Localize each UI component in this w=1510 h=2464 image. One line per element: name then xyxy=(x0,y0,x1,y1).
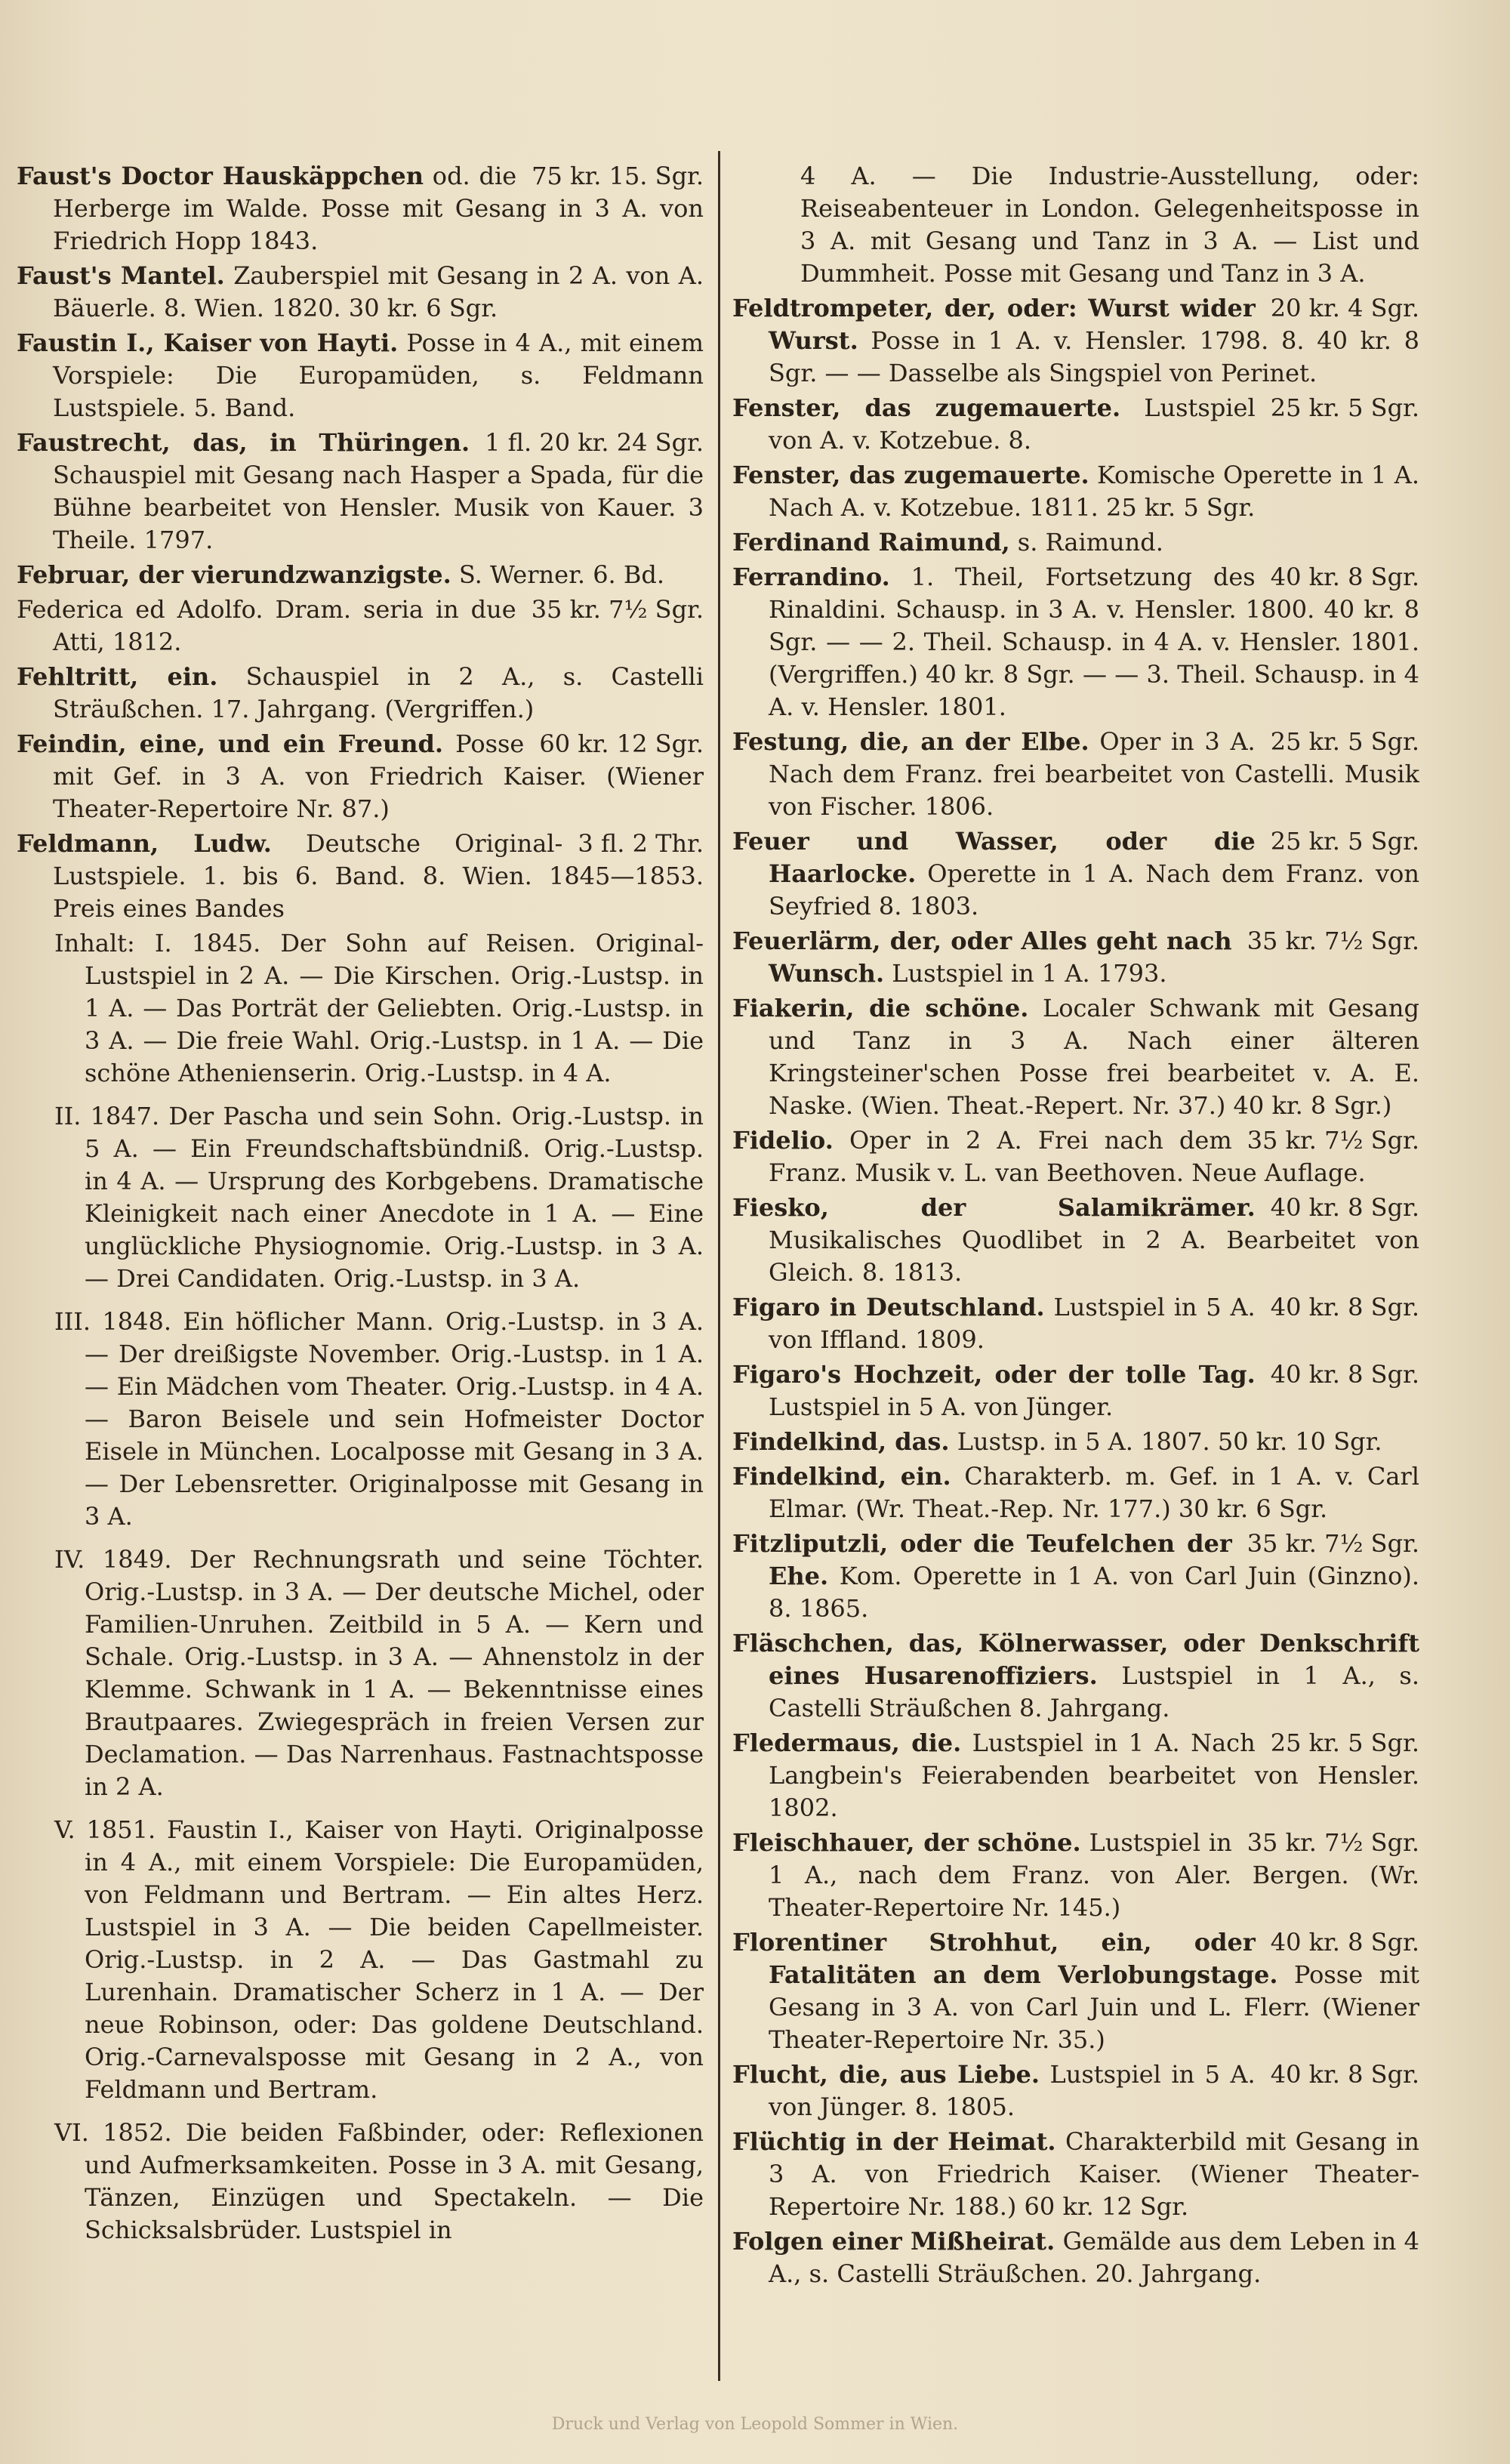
catalog-entry xyxy=(732,992,1419,1122)
entry-description: Lustspiel in 1 A. 1793. xyxy=(892,959,1167,988)
entry-description: Deutsche Original-Lustspiele. 1. bis 6. Band. 8. Wien. 1845—1853. Preis eines Bandes xyxy=(53,829,704,923)
catalog-entry xyxy=(17,327,704,424)
entry-description: Lustsp. in 5 A. 1807. 50 kr. 10 Sgr. xyxy=(957,1427,1382,1456)
entry-title: Fiakerin, die schöne. xyxy=(732,994,1029,1022)
catalog-entry xyxy=(732,1727,1419,1824)
entry-description: Schauspiel mit Gesang nach Hasper a Spada, für die Bühne bearbeitet von Hensler. Musik von Kauer. 3 Theile. 1797. xyxy=(53,461,704,554)
entry-price: 25 kr. 5 Sgr. xyxy=(1270,727,1419,756)
entry-description: Lustspiel in 5 A. von Jünger. 8. 1805. xyxy=(769,2060,1256,2121)
catalog-entry xyxy=(732,2058,1419,2123)
column-divider xyxy=(718,151,720,2381)
catalog-entry xyxy=(732,2225,1419,2290)
catalog-entry xyxy=(732,825,1419,923)
entry-price: 35 kr. 7½ Sgr. xyxy=(1247,927,1419,955)
catalog-entry xyxy=(732,459,1419,524)
entry-description: od. die Herberge im Walde. Posse mit Gesang in 3 A. von Friedrich Hopp 1843. xyxy=(53,162,704,255)
entry-description: Komische Operette in 1 A. Nach A. v. Kotzebue. 1811. 25 kr. 5 Sgr. xyxy=(769,461,1419,522)
entry-price: 40 kr. 8 Sgr. xyxy=(1270,1193,1419,1222)
entry-description: Lustspiel in 5 A. von Iffland. 1809. xyxy=(769,1293,1256,1354)
entry-description: Charakterbild mit Gesang in 3 A. von Friedrich Kaiser. (Wiener Theater-Repertoire Nr. 188.) 60 kr. 12 Sgr. xyxy=(769,2127,1419,2221)
entry-description: Musikalisches Quodlibet in 2 A. Bearbeitet von Gleich. 8. 1813. xyxy=(769,1226,1419,1287)
catalog-entry xyxy=(732,925,1419,990)
entry-title: Fleischhauer, der schöne. xyxy=(732,1828,1081,1857)
catalog-entry xyxy=(17,828,704,925)
entry-description: Oper in 2 A. Frei nach dem Franz. Musik v. L. van Beethoven. Neue Auflage. xyxy=(769,1126,1366,1187)
catalog-entry xyxy=(732,1426,1419,1458)
entry-description: Kom. Operette in 1 A. von Carl Juin (Ginzno). 8. 1865. xyxy=(769,1562,1419,1623)
entry-title: Feindin, eine, und ein Freund. xyxy=(17,729,444,758)
entry-title: Faust's Mantel. xyxy=(17,261,225,290)
entry-title: Florentiner Strohhut, ein, oder Fatalitäten an dem Verlobungstage. xyxy=(732,1928,1278,1989)
entry-title: Fidelio. xyxy=(732,1126,834,1155)
entry-description: Lustspiel in 1 A., nach dem Franz. von Aler. Bergen. (Wr. Theater-Repertoire Nr. 145.) xyxy=(769,1828,1419,1922)
entry-title: Fenster, das zugemauerte. xyxy=(732,393,1121,422)
catalog-entry xyxy=(732,726,1419,823)
entry-price: 40 kr. 8 Sgr. xyxy=(1270,1928,1419,1957)
volume-contents: VI. 1852. Die beiden Faßbinder, oder: Reflexionen und Aufmerksamkeiten. Posse in 3 A. mit Gesang, Tänzen, Einzügen und Spectakeln. — Die Schicksalsbrüder. Lustspiel in xyxy=(54,2118,704,2244)
entry-price: 40 kr. 8 Sgr. xyxy=(1270,2060,1419,2089)
entry-title: Ferrandino. xyxy=(732,563,890,591)
entry-title: Figaro in Deutschland. xyxy=(732,1293,1045,1321)
catalog-entry xyxy=(732,1528,1419,1625)
entry-price: 25 kr. 5 Sgr. xyxy=(1270,1729,1419,1757)
entry-title: Faustin I., Kaiser von Hayti. xyxy=(17,328,399,357)
entry-title: Fledermaus, die. xyxy=(732,1729,962,1757)
catalog-entry xyxy=(732,1827,1419,1924)
entry-description: Lustspiel in 1 A., s. Castelli Sträußchen 8. Jahrgang. xyxy=(769,1661,1419,1722)
entry-description: Oper in 3 A. Nach dem Franz. frei bearbeitet von Castelli. Musik von Fischer. 1806. xyxy=(769,727,1419,821)
entry-description: Federica ed Adolfo. Dram. seria in due Atti, 1812. xyxy=(17,595,516,656)
entry-price: 35 kr. 7½ Sgr. xyxy=(1247,1828,1419,1857)
entry-title: Festung, die, an der Elbe. xyxy=(732,727,1089,756)
entry-description: Posse in 1 A. v. Hensler. 1798. 8. 40 kr. 8 Sgr. — — Dasselbe als Singspiel von Perinet. xyxy=(769,326,1419,387)
entry-price: 35 kr. 7½ Sgr. xyxy=(1247,1126,1419,1155)
volume-contents: II. 1847. Der Pascha und sein Sohn. Orig.-Lustsp. in 5 A. — Ein Freundschaftsbündniß. Orig.-Lustsp. in 4 A. — Ursprung des Korbgebens. Dramatische Kleinigkeit nach einer Anecdote in 1 A. — Eine unglückliche Physiognomie. Orig.-Lustsp. in 3 A. — Drei Candidaten. Orig.-Lustsp. in 3 A. xyxy=(54,1102,704,1293)
entry-price: 75 kr. 15. Sgr. xyxy=(532,162,704,190)
entry-title: Figaro's Hochzeit, oder der tolle Tag. xyxy=(732,1360,1256,1389)
entry-title: Feldmann, Ludw. xyxy=(17,829,272,858)
entry-price: 25 kr. 5 Sgr. xyxy=(1270,827,1419,856)
entry-description: Localer Schwank mit Gesang und Tanz in 3 A. Nach einer älteren Kringsteiner'schen Posse frei bearbeitet v. A. E. Naske. (Wien. Theat.-Repert. Nr. 37.) 40 kr. 8 Sgr.) xyxy=(769,994,1419,1120)
catalog-entry xyxy=(732,292,1419,390)
entry-description: Lustspiel von A. v. Kotzebue. 8. xyxy=(769,393,1256,455)
entry-title: Februar, der vierundzwanzigste. xyxy=(17,560,451,589)
entry-title: Fitzliputzli, oder die Teufelchen der Ehe. xyxy=(732,1529,1232,1590)
entry-price: 20 kr. 4 Sgr. xyxy=(1270,294,1419,322)
entry-title: Flucht, die, aus Liebe. xyxy=(732,2060,1040,2089)
entry-description: Posse mit Gef. in 3 A. von Friedrich Kaiser. (Wiener Theater-Repertoire Nr. 87.) xyxy=(53,729,704,823)
entry-price: 35 kr. 7½ Sgr. xyxy=(531,595,704,624)
entry-price: 3 fl. 2 Thr. xyxy=(578,829,704,858)
entry-description: s. Raimund. xyxy=(1017,528,1163,557)
entry-description: Posse mit Gesang in 3 A. von Carl Juin und L. Flerr. (Wiener Theater-Repertoire Nr. 35.) xyxy=(769,1960,1419,2054)
catalog-entry xyxy=(732,1124,1419,1189)
entry-title: Ferdinand Raimund, xyxy=(732,528,1010,557)
catalog-entry xyxy=(17,661,704,726)
volume-contents: III. 1848. Ein höflicher Mann. Orig.-Lustsp. in 3 A. — Der dreißigste November. Orig.-Lustsp. in 1 A. — Ein Mädchen vom Theater. Orig.-Lustsp. in 4 A. — Baron Beisele und sein Hofmeister Doctor Eisele in München. Localposse mit Gesang in 3 A. — Der Lebensretter. Originalposse mit Gesang in 3 A. xyxy=(54,1307,704,1531)
entry-description: Schauspiel in 2 A., s. Castelli Sträußchen. 17. Jahrgang. (Vergriffen.) xyxy=(53,662,704,723)
catalog-entry xyxy=(732,1358,1419,1423)
catalog-entry xyxy=(17,594,704,658)
entry-description: 1. Theil, Fortsetzung des Rinaldini. Schausp. in 3 A. v. Hensler. 1800. 40 kr. 8 Sgr. — — 2. Theil. Schausp. in 4 A. v. Hensler. 1801. (Vergriffen.) 40 kr. 8 Sgr. — — 3. Theil. Schausp. in 4 A. v. Hensler. 1801. xyxy=(769,563,1419,721)
catalog-entry xyxy=(732,526,1419,559)
entry-title: Fenster, das zugemauerte. xyxy=(732,461,1089,489)
entry-title: Faustrecht, das, in Thüringen. xyxy=(17,428,470,457)
entry-description: Gemälde aus dem Leben in 4 A., s. Castelli Sträußchen. 20. Jahrgang. xyxy=(769,2227,1419,2288)
catalog-entry xyxy=(17,559,704,591)
entry-title: Folgen einer Mißheirat. xyxy=(732,2227,1055,2256)
catalog-entry xyxy=(17,427,704,557)
catalog-entry xyxy=(17,260,704,325)
catalog-entry xyxy=(732,392,1419,457)
volume-contents: Inhalt: I. 1845. Der Sohn auf Reisen. Original-Lustspiel in 2 A. — Die Kirschen. Orig.-Lustsp. in 1 A. — Das Porträt der Geliebten. Orig.-Lustsp. in 3 A. — Die freie Wahl. Orig.-Lustsp. in 1 A. — Die schöne Athenienserin. Orig.-Lustsp. in 4 A. xyxy=(54,929,704,1087)
entry-description: Lustspiel in 5 A. von Jünger. xyxy=(769,1392,1114,1421)
entry-title: Findelkind, das. xyxy=(732,1427,950,1456)
entry-description: Posse in 4 A., mit einem Vorspiele: Die Europamüden, s. Feldmann Lustspiele. 5. Band. xyxy=(53,328,704,422)
bleed-through-footer: Druck und Verlag von Leopold Sommer in Wien. xyxy=(551,2415,959,2434)
entry-title: Feldtrompeter, der, oder: Wurst wider Wurst. xyxy=(732,294,1256,355)
entry-description: Charakterb. m. Gef. in 1 A. v. Carl Elmar. (Wr. Theat.-Rep. Nr. 177.) 30 kr. 6 Sgr. xyxy=(769,1462,1419,1523)
entry-price: 40 kr. 8 Sgr. xyxy=(1270,563,1419,591)
entry-price: 60 kr. 12 Sgr. xyxy=(539,729,704,758)
right-column xyxy=(732,160,1419,2373)
entry-description: Zauberspiel mit Gesang in 2 A. von A. Bäuerle. 8. Wien. 1820. 30 kr. 6 Sgr. xyxy=(53,261,704,322)
entry-title: Feuer und Wasser, oder die Haarlocke. xyxy=(732,827,1256,888)
catalog-entry xyxy=(732,561,1419,723)
entry-description: S. Werner. 6. Bd. xyxy=(458,560,665,589)
entry-description: Lustspiel in 1 A. Nach Langbein's Feierabenden bearbeitet von Hensler. 1802. xyxy=(769,1729,1419,1822)
entry-price: 35 kr. 7½ Sgr. xyxy=(1247,1529,1419,1558)
entry-title: Flüchtig in der Heimat. xyxy=(732,2127,1056,2156)
catalog-entry xyxy=(17,160,704,258)
left-column xyxy=(17,160,704,2373)
entry-title: Fläschchen, das, Kölnerwasser, oder Denkschrift eines Husarenoffiziers. xyxy=(732,1629,1419,1690)
entry-title: Fiesko, der Salamikrämer. xyxy=(732,1193,1256,1222)
entry-title: Feuerlärm, der, oder Alles geht nach Wunsch. xyxy=(732,927,1232,988)
catalog-entry xyxy=(732,2126,1419,2223)
entry-price: 40 kr. 8 Sgr. xyxy=(1270,1293,1419,1321)
continued-text: 4 A. — Die Industrie-Ausstellung, oder: Reiseabenteuer in London. Gelegenheitsposse in 3 A. mit Gesang und Tanz in 3 A. — List und Dummheit. Posse mit Gesang und Tanz in 3 A. xyxy=(800,162,1419,288)
entry-title: Fehltritt, ein. xyxy=(17,662,218,691)
entry-title: Faust's Doctor Hauskäppchen xyxy=(17,162,424,190)
volume-contents: V. 1851. Faustin I., Kaiser von Hayti. Originalposse in 4 A., mit einem Vorspiele: Die Europamüden, von Feldmann und Bertram. — Ein altes Herz. Lustspiel in 3 A. — Die beiden Capellmeister. Orig.-Lustsp. in 2 A. — Das Gastmahl zu Lurenhain. Dramatischer Scherz in 1 A. — Der neue Robinson, oder: Das goldene Deutschland. Orig.-Carnevalsposse mit Gesang in 2 A., von Feldmann und Bertram. xyxy=(54,1815,704,2104)
volume-contents: IV. 1849. Der Rechnungsrath und seine Töchter. Orig.-Lustsp. in 3 A. — Der deutsche Michel, oder Familien-Unruhen. Zeitbild in 5 A. — Kern und Schale. Orig.-Lustsp. in 3 A. — Ahnenstolz in der Klemme. Schwank in 1 A. — Bekenntnisse eines Brautpaares. Zwiegespräch in freien Versen zur Declamation. — Das Narrenhaus. Fastnachtsposse in 2 A. xyxy=(54,1545,704,1801)
catalog-entry xyxy=(17,728,704,825)
catalog-entry xyxy=(732,1192,1419,1289)
entry-price: 25 kr. 5 Sgr. xyxy=(1270,393,1419,422)
entry-price: 40 kr. 8 Sgr. xyxy=(1270,1360,1419,1389)
entry-description: Operette in 1 A. Nach dem Franz. von Seyfried 8. 1803. xyxy=(769,859,1419,921)
catalog-entry xyxy=(732,1627,1419,1725)
entry-title: Findelkind, ein. xyxy=(732,1462,951,1491)
entry-price: 1 fl. 20 kr. 24 Sgr. xyxy=(485,428,704,457)
catalog-entry xyxy=(732,1926,1419,2056)
catalog-entry xyxy=(732,1460,1419,1525)
catalog-entry xyxy=(732,1291,1419,1356)
